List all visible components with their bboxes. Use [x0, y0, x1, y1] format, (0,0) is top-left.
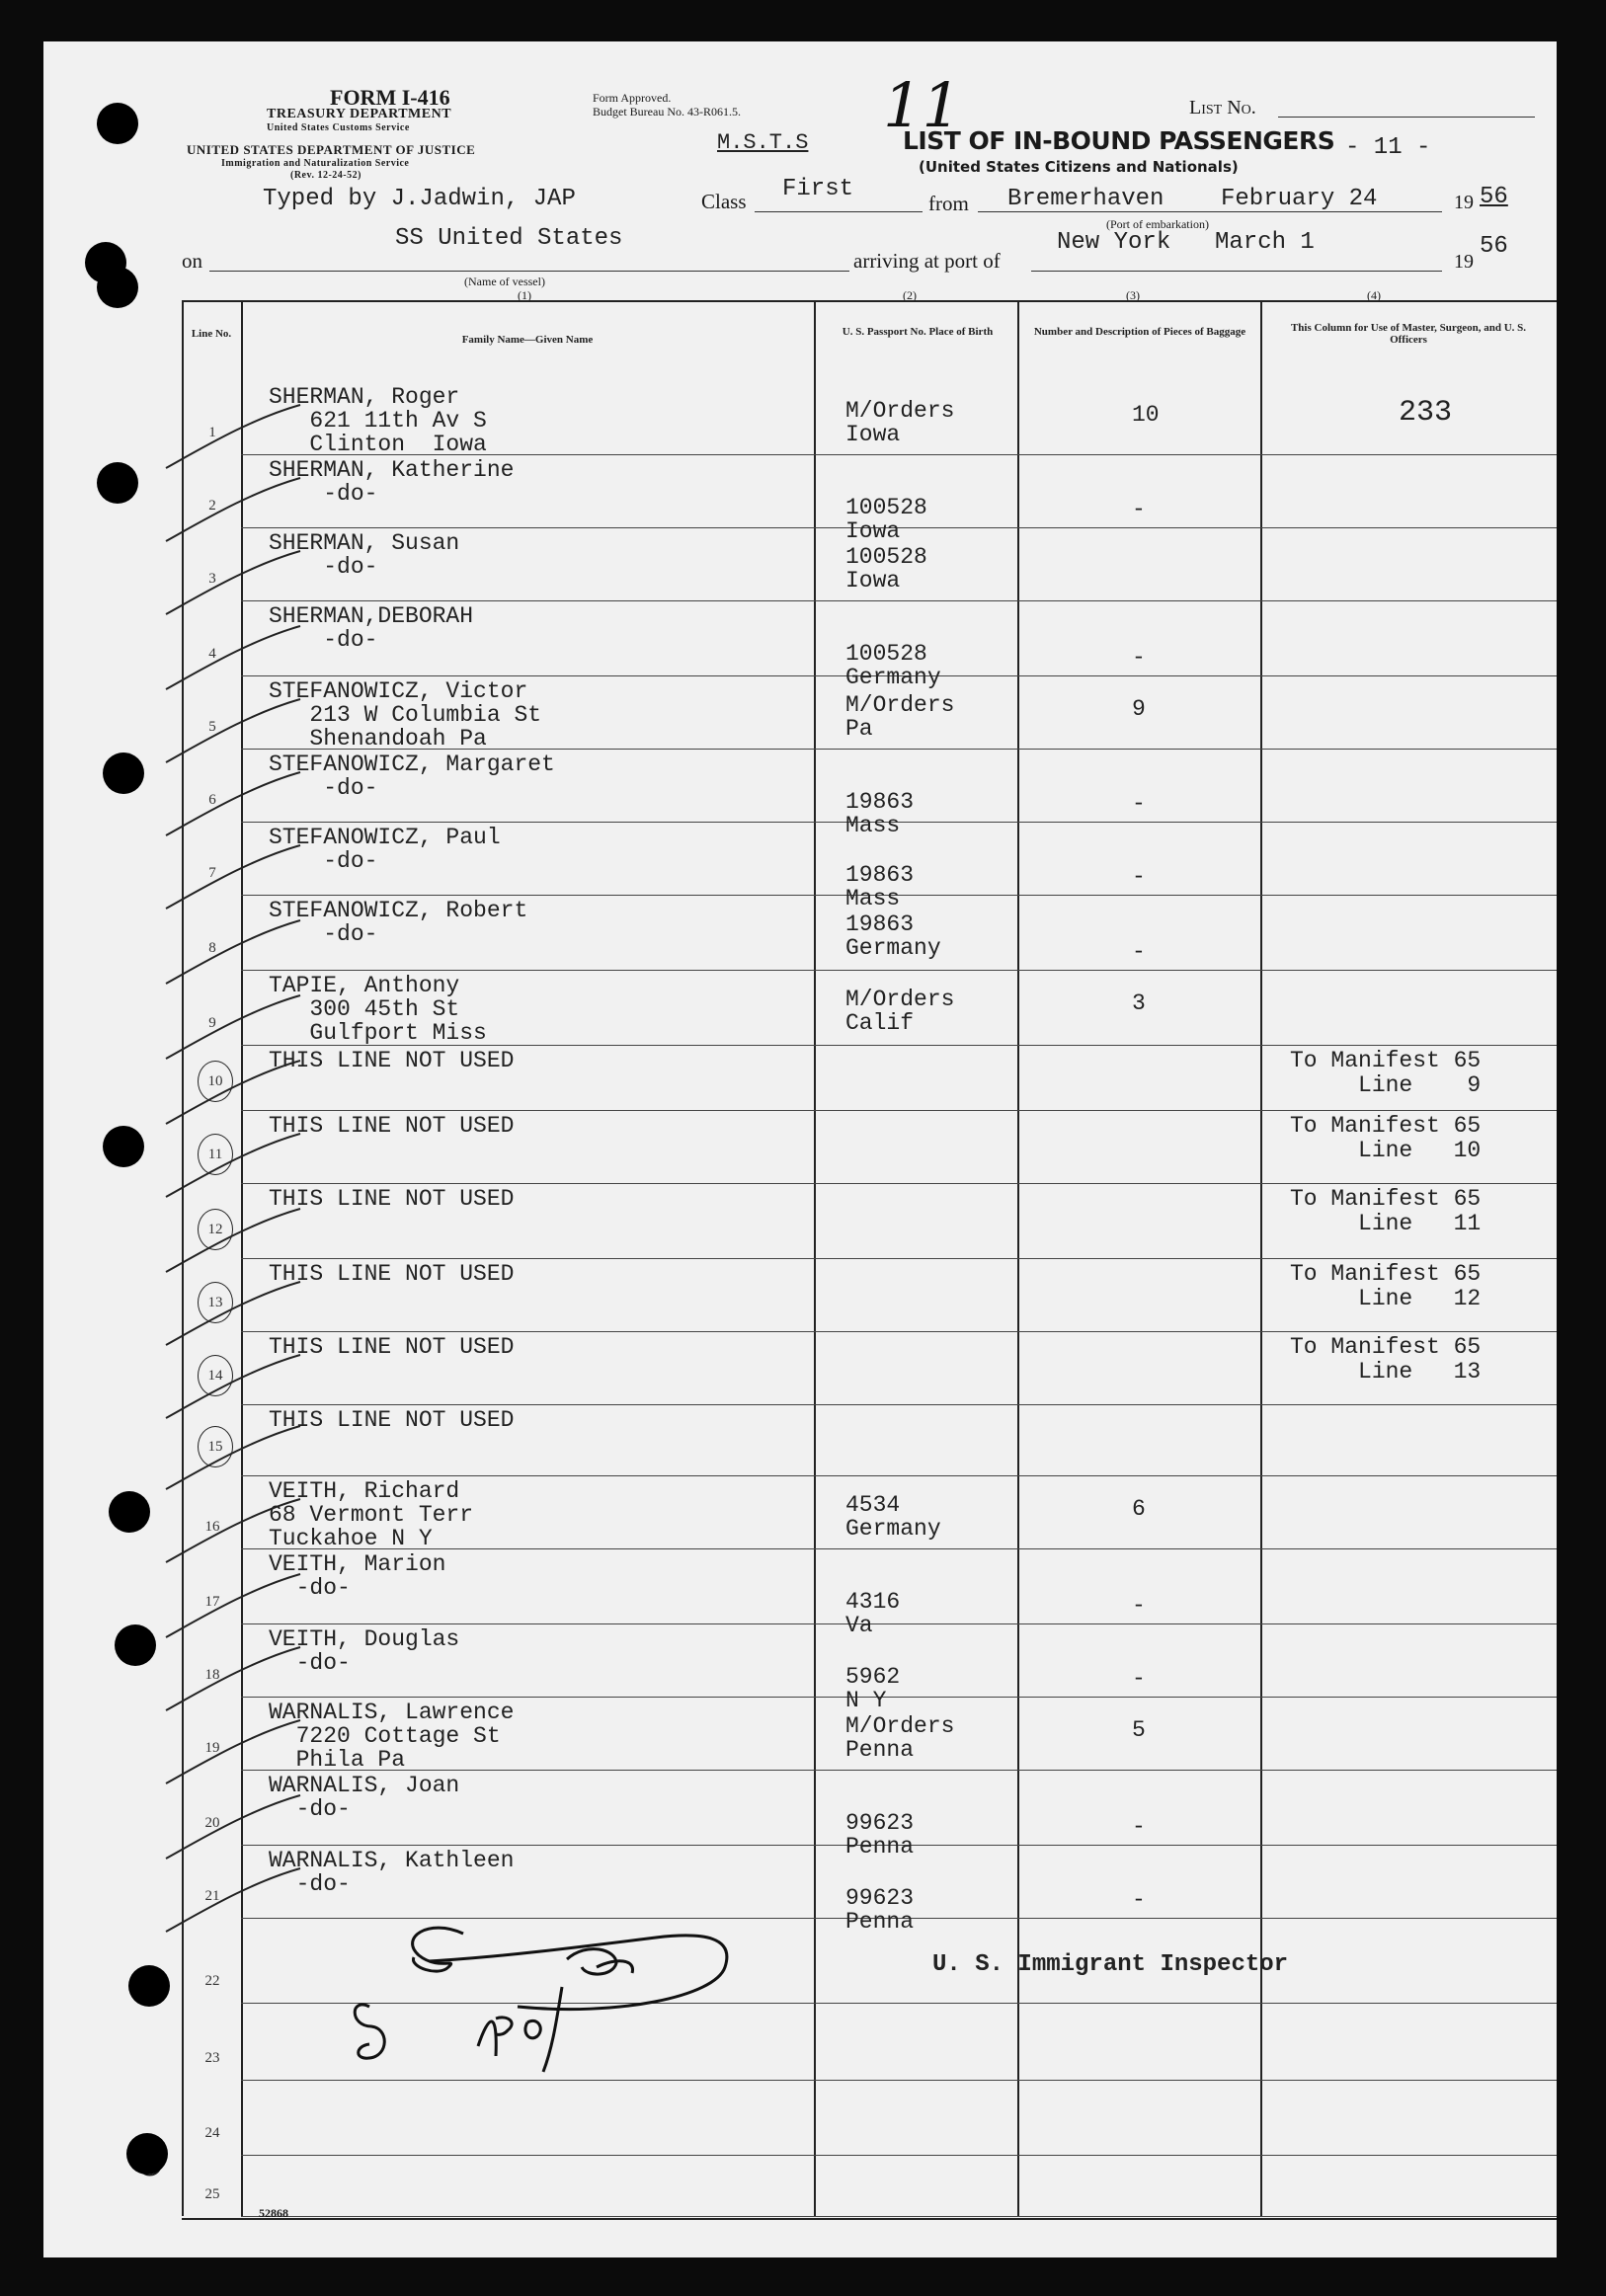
passenger-name: THIS LINE NOT USED: [269, 1407, 515, 1433]
passport-birthplace: 19863 Mass: [845, 789, 915, 838]
punch-hole: [97, 103, 138, 144]
passport-birthplace: 100528 Iowa: [845, 495, 927, 544]
typed-by: Typed by J.Jadwin, JAP: [263, 186, 576, 212]
class-label: Class: [701, 190, 747, 213]
baggage-count: -: [1132, 1666, 1146, 1692]
passenger-name: THIS LINE NOT USED: [269, 1334, 515, 1360]
signature: [241, 1898, 932, 2096]
port-of-embarkation: Bremerhaven: [1007, 186, 1164, 212]
header-family-name: Family Name—Given Name: [461, 334, 594, 346]
passport-birthplace: M/Orders Pa: [845, 692, 955, 742]
passport-birthplace: 5962 N Y: [845, 1664, 901, 1713]
passenger-name: TAPIE, Anthony 300 45th St Gulfport Miss: [269, 973, 487, 1046]
baggage-count: 5: [1132, 1717, 1146, 1743]
header-line-no: Line No.: [191, 328, 232, 340]
row-separator: [241, 1475, 1557, 1476]
line-number: 4: [208, 646, 216, 662]
msts: M.S.T.S: [717, 130, 809, 155]
handwritten-list-number: 11: [883, 69, 961, 141]
line-number: 16: [204, 1519, 220, 1535]
passenger-name: SHERMAN, Katherine -do-: [269, 457, 515, 507]
line-number: 12: [198, 1209, 233, 1250]
passport-birthplace: 99623 Penna: [845, 1885, 915, 1935]
line-number: 10: [198, 1061, 233, 1102]
baggage-count: 9: [1132, 696, 1146, 722]
punch-hole: [97, 267, 138, 308]
vessel-name: SS United States: [395, 225, 623, 252]
line-number: 7: [208, 865, 216, 881]
line-number: 3: [208, 571, 216, 587]
column-1-number: (1): [518, 288, 531, 302]
line-number: 24: [204, 2125, 220, 2141]
row-separator: [241, 600, 1557, 601]
line-number: 22: [204, 1973, 220, 1989]
line-number: 18: [204, 1667, 220, 1683]
line-number: 9: [208, 1015, 216, 1031]
line-number: 19: [204, 1740, 220, 1756]
passenger-name: WARNALIS, Kathleen -do-: [269, 1848, 515, 1897]
passport-birthplace: 19863 Mass: [845, 862, 915, 911]
punch-hole: [103, 1126, 144, 1167]
port-embark-caption: (Port of embarkation): [1106, 217, 1209, 231]
passenger-name: SHERMAN, Susan -do-: [269, 530, 460, 580]
officer-notes: To Manifest 65 Line 11: [1290, 1186, 1482, 1236]
passenger-name: VEITH, Douglas -do-: [269, 1626, 460, 1676]
punch-hole: [109, 1491, 150, 1533]
baggage-count: 10: [1132, 402, 1160, 428]
line-number: 11: [198, 1134, 233, 1175]
passport-birthplace: 19863 Germany: [845, 911, 941, 961]
passport-birthplace: 99623 Penna: [845, 1810, 915, 1860]
form-approved: Form Approved.: [593, 91, 672, 105]
passenger-name: SHERMAN,DEBORAH -do-: [269, 603, 474, 653]
customs-service: United States Customs Service: [267, 122, 410, 133]
ins: Immigration and Naturalization Service: [221, 158, 410, 169]
passenger-name: STEFANOWICZ, Margaret -do-: [269, 752, 555, 801]
arrival-year: 56: [1480, 233, 1508, 260]
baggage-count: -: [1132, 1814, 1146, 1840]
vessel-caption: (Name of vessel): [464, 275, 545, 288]
arrival-date: March 1: [1215, 229, 1315, 256]
on-label: on: [182, 249, 202, 273]
passenger-name: STEFANOWICZ, Paul -do-: [269, 825, 501, 874]
embarkation-date: February 24: [1221, 186, 1378, 212]
row-separator: [241, 1110, 1557, 1111]
header-officers: This Column for Use of Master, Surgeon, and U. S. Officers: [1290, 322, 1527, 346]
officer-notes: To Manifest 65 Line 12: [1290, 1261, 1482, 1311]
row-separator: [241, 1331, 1557, 1332]
embark-year-prefix: 19: [1454, 192, 1474, 213]
revision: (Rev. 12-24-52): [290, 170, 361, 181]
footer-code: 52868: [259, 2206, 288, 2220]
line-number: 5: [208, 719, 216, 735]
row-separator: [241, 2216, 1557, 2217]
arriving-label: arriving at port of: [853, 249, 1001, 273]
officer-notes: To Manifest 65 Line 13: [1290, 1334, 1482, 1385]
embarkation-year: 56: [1480, 184, 1508, 210]
list-title: LIST OF IN-BOUND PASSENGERS: [903, 126, 1335, 155]
punch-hole: [128, 1965, 170, 2007]
signature-text: See 8 Pol: [340, 2070, 424, 2091]
column-4-number: (4): [1367, 288, 1381, 302]
inspector-title: U. S. Immigrant Inspector: [932, 1951, 1289, 1978]
passport-birthplace: 4534 Germany: [845, 1492, 941, 1542]
punch-hole: [97, 462, 138, 504]
passenger-name: VEITH, Richard 68 Vermont Terr Tuckahoe N Y: [269, 1478, 474, 1551]
baggage-count: -: [1132, 791, 1146, 817]
line-number: 17: [204, 1594, 220, 1610]
passenger-name: WARNALIS, Lawrence 7220 Cottage St Phila Pa: [269, 1700, 515, 1773]
line-number: 23: [204, 2050, 220, 2066]
baggage-count: -: [1132, 939, 1146, 965]
line-number: 6: [208, 792, 216, 808]
arrive-year-prefix: 19: [1454, 251, 1474, 273]
header-passport: U. S. Passport No. Place of Birth: [842, 326, 994, 338]
punch-hole: [126, 2133, 168, 2175]
column-3-number: (3): [1126, 288, 1140, 302]
line-number: 1: [208, 425, 216, 440]
passport-birthplace: 100528 Iowa: [845, 544, 927, 594]
line-number: 13: [198, 1282, 233, 1323]
passenger-name: THIS LINE NOT USED: [269, 1186, 515, 1212]
line-number: 8: [208, 940, 216, 956]
punch-hole: [103, 752, 144, 794]
passport-birthplace: 4316 Va: [845, 1589, 901, 1638]
passenger-name: THIS LINE NOT USED: [269, 1261, 515, 1287]
passport-birthplace: M/Orders Penna: [845, 1713, 955, 1763]
arrival-port: New York: [1057, 229, 1171, 256]
line-number: 20: [204, 1815, 220, 1831]
row-separator: [241, 1404, 1557, 1405]
from-label: from: [928, 192, 969, 215]
line-number: 25: [204, 2186, 220, 2202]
passenger-name: WARNALIS, Joan -do-: [269, 1773, 460, 1822]
passport-birthplace: M/Orders Iowa: [845, 398, 955, 447]
baggage-count: -: [1132, 497, 1146, 522]
passenger-name: THIS LINE NOT USED: [269, 1048, 515, 1073]
officer-notes: 233: [1399, 396, 1453, 430]
baggage-count: 3: [1132, 990, 1146, 1016]
baggage-count: -: [1132, 1887, 1146, 1913]
passport-birthplace: M/Orders Calif: [845, 987, 955, 1036]
baggage-count: -: [1132, 1593, 1146, 1619]
treasury-dept: TREASURY DEPARTMENT: [267, 107, 452, 121]
passport-birthplace: 100528 Germany: [845, 641, 941, 690]
baggage-count: -: [1132, 864, 1146, 890]
line-number: 2: [208, 498, 216, 514]
line-number: 14: [198, 1355, 233, 1396]
officer-notes: To Manifest 65 Line 9: [1290, 1048, 1482, 1098]
column-2-number: (2): [903, 288, 917, 302]
line-number: 21: [204, 1888, 220, 1904]
row-separator: [241, 2155, 1557, 2156]
passenger-name: STEFANOWICZ, Robert -do-: [269, 898, 528, 947]
doj: UNITED STATES DEPARTMENT OF JUSTICE: [187, 142, 476, 157]
form-number: FORM I-416: [330, 85, 450, 110]
budget-bureau: Budget Bureau No. 43-R061.5.: [593, 105, 741, 119]
passenger-name: SHERMAN, Roger 621 11th Av S Clinton Iowa: [269, 384, 487, 457]
list-subtitle: (United States Citizens and Nationals): [919, 158, 1239, 176]
page-mark: - 11 -: [1345, 134, 1431, 161]
line-number: 15: [198, 1426, 233, 1467]
manifest-page: [43, 41, 1557, 2257]
officer-notes: To Manifest 65 Line 10: [1290, 1113, 1482, 1163]
baggage-count: 6: [1132, 1496, 1146, 1522]
baggage-count: -: [1132, 645, 1146, 671]
row-separator: [241, 1183, 1557, 1184]
row-separator: [241, 970, 1557, 971]
passenger-name: STEFANOWICZ, Victor 213 W Columbia St Shenandoah Pa: [269, 678, 542, 752]
class-value: First: [782, 176, 854, 202]
punch-hole: [115, 1624, 156, 1666]
row-separator: [241, 1258, 1557, 1259]
passenger-name: THIS LINE NOT USED: [269, 1113, 515, 1139]
list-no-label: List No.: [1189, 97, 1256, 119]
header-baggage: Number and Description of Pieces of Baggage: [1033, 326, 1246, 338]
passenger-name: VEITH, Marion -do-: [269, 1551, 446, 1601]
